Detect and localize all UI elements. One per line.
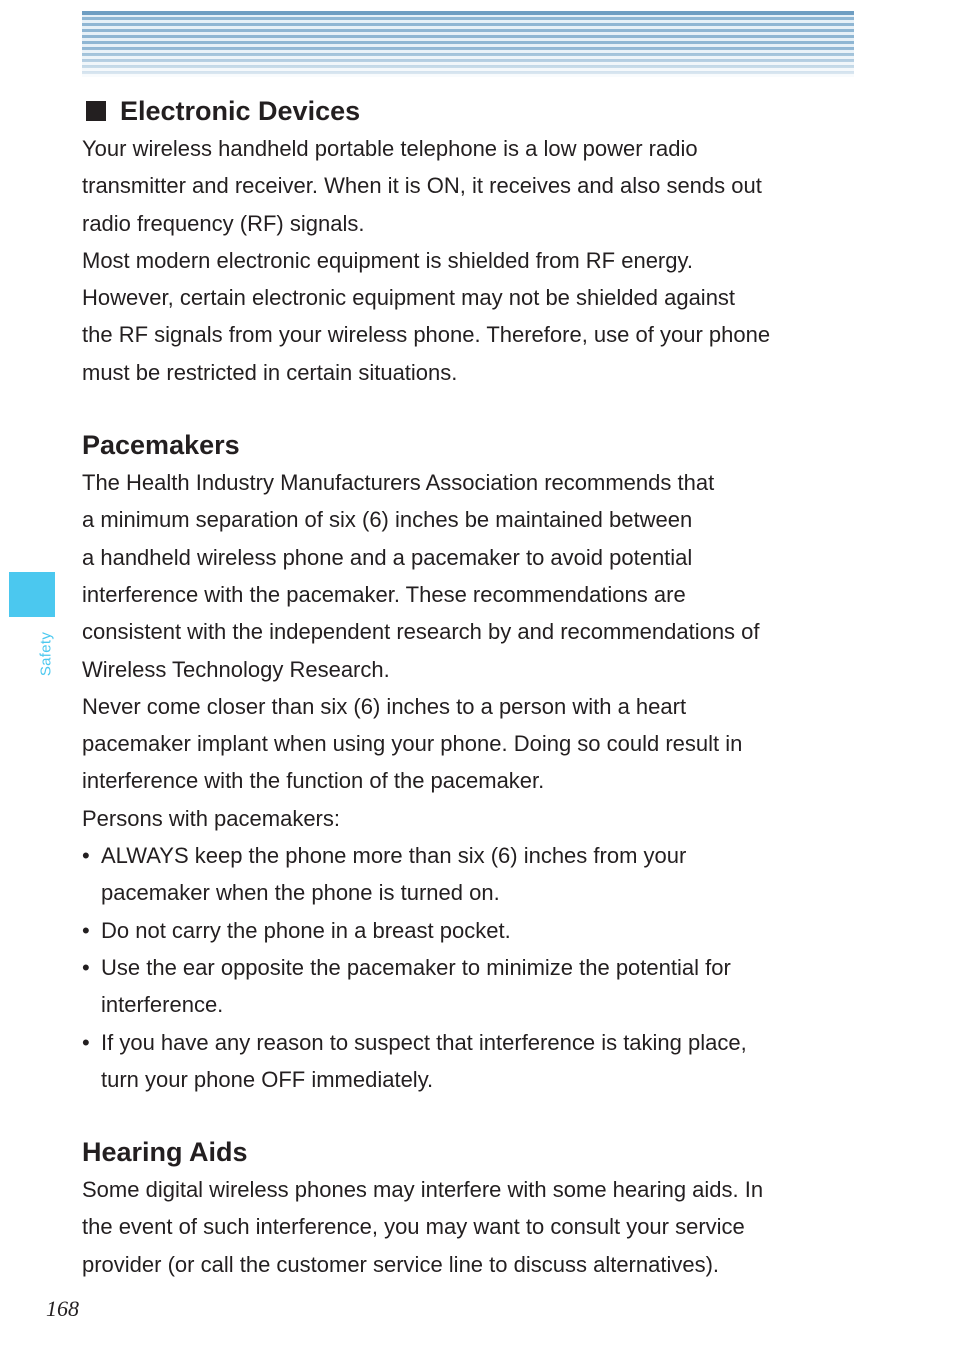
bullet-line: Do not carry the phone in a breast pocket. — [101, 917, 511, 943]
body-line: a handheld wireless phone and a pacemaker to avoid potential — [82, 544, 693, 570]
body-line: provider (or call the customer service line to discuss alternatives). — [82, 1251, 720, 1277]
side-section-tab — [9, 572, 55, 617]
header-decoration-band — [82, 11, 854, 77]
body-line: interference with the pacemaker. These recommendations are — [82, 581, 686, 607]
body-line: a minimum separation of six (6) inches be maintained between — [82, 507, 693, 533]
body-line: Your wireless handheld portable telephone is a low power radio — [82, 136, 698, 161]
bullet-line: Use the ear opposite the pacemaker to minimize the potential for — [101, 954, 731, 980]
body-line: pacemaker implant when using your phone. Doing so could result in — [82, 731, 743, 757]
section-heading-hearing-aids: Hearing Aids — [82, 1137, 248, 1168]
body-line: The Health Industry Manufacturers Association recommends that — [82, 470, 715, 496]
bullet-line: interference. — [101, 992, 224, 1018]
section-body-pacemakers — [82, 464, 862, 1098]
bullet-item — [82, 837, 862, 912]
bullet-dot: • — [82, 954, 90, 980]
body-line: consistent with the independent research by and recommendations of — [82, 619, 760, 645]
bullet-item — [82, 949, 862, 1024]
bullet-dot: • — [82, 917, 90, 943]
body-line: Never come closer than six (6) inches to a person with a heart — [82, 693, 687, 719]
body-line: However, certain electronic equipment may not be shielded against — [82, 285, 736, 311]
body-line: transmitter and receiver. When it is ON, it receives and also sends out — [82, 173, 762, 199]
bullet-dot: • — [82, 843, 90, 869]
section-spacer — [82, 391, 862, 426]
body-line: Some digital wireless phones may interfere with some hearing aids. In — [82, 1177, 764, 1203]
bullet-line: ALWAYS keep the phone more than six (6) inches from your — [101, 843, 687, 869]
body-line: the RF signals from your wireless phone. Therefore, use of your phone — [82, 322, 771, 348]
section-spacer — [82, 1098, 862, 1133]
bullet-item — [82, 1024, 862, 1099]
section-heading-electronic-devices — [82, 92, 862, 130]
side-section-label: Safety — [37, 631, 55, 677]
bullet-line: If you have any reason to suspect that interference is taking place, — [101, 1029, 747, 1055]
body-line: interference with the function of the pacemaker. — [82, 768, 545, 794]
body-line: Wireless Technology Research. — [82, 656, 390, 682]
body-line: must be restricted in certain situations. — [82, 359, 458, 385]
bullet-dot: • — [82, 1029, 90, 1055]
body-line: the event of such interference, you may want to consult your service — [82, 1214, 745, 1240]
section-body-electronic-devices — [82, 130, 862, 391]
black-square-icon — [86, 101, 106, 121]
section-heading-pacemakers: Pacemakers — [82, 430, 240, 461]
body-line: radio frequency (RF) signals. — [82, 210, 365, 236]
page-number: 168 — [46, 1296, 79, 1321]
bullet-line: turn your phone OFF immediately. — [101, 1066, 434, 1092]
section-heading-text: Electronic Devices — [120, 96, 361, 126]
pacemaker-bullet-list — [82, 837, 862, 1098]
bullet-item — [82, 912, 862, 949]
page-content — [82, 92, 862, 1283]
section-body-hearing-aids — [82, 1171, 862, 1283]
bullet-line: pacemaker when the phone is turned on. — [101, 880, 500, 906]
body-line: Most modern electronic equipment is shielded from RF energy. — [82, 247, 693, 273]
body-line: Persons with pacemakers: — [82, 805, 340, 831]
header-top-line — [82, 11, 854, 15]
